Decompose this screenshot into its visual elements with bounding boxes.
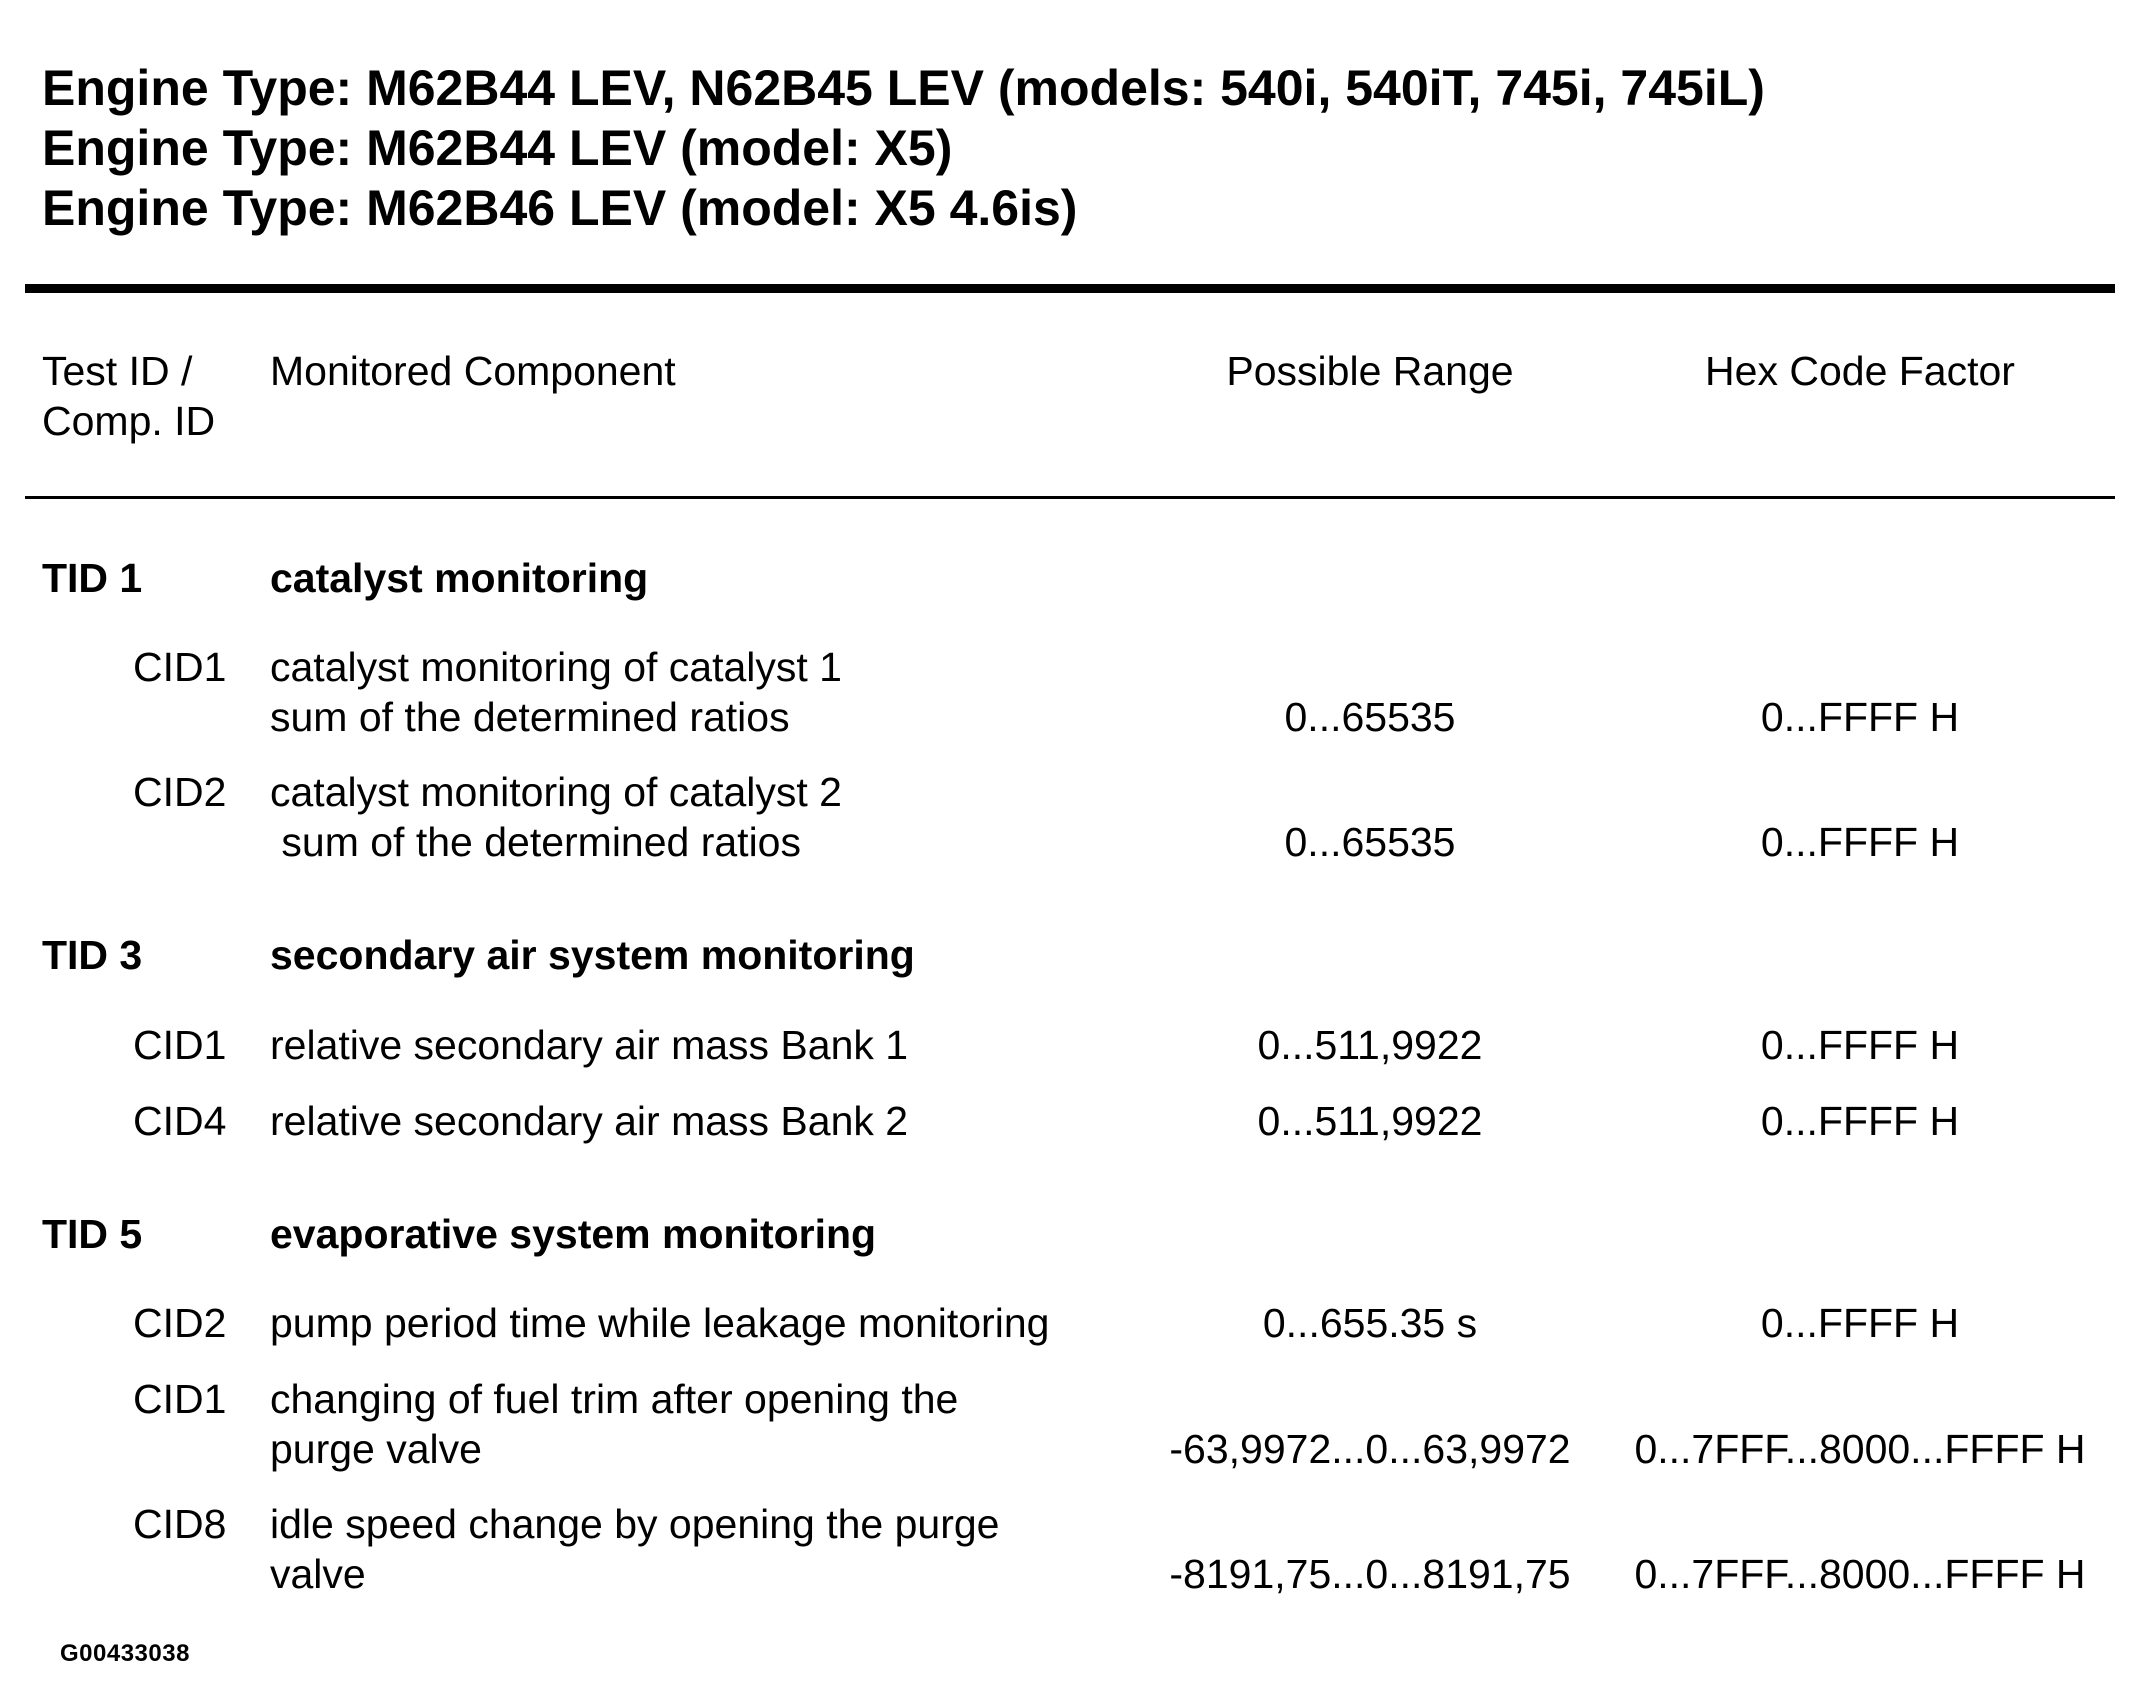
cid-label: CID1 [133, 644, 227, 690]
header-possible-range: Possible Range [1226, 348, 1514, 394]
tid-label: TID 3 [42, 932, 143, 978]
header-divider [25, 496, 2115, 499]
engine-type-title-2: Engine Type: M62B44 LEV (model: X5) [42, 120, 953, 176]
cid-label: CID2 [133, 1300, 227, 1346]
component-line: catalyst monitoring of catalyst 1 [270, 644, 842, 690]
range-value: 0...511,9922 [1257, 1022, 1483, 1068]
component-line: sum of the determined ratios [270, 819, 801, 865]
hex-value: 0...FFFF H [1760, 694, 1960, 740]
hex-value: 0...FFFF H [1760, 1022, 1960, 1068]
hex-value: 0...7FFF...8000...FFFF H [1634, 1551, 2086, 1597]
component-line: pump period time while leakage monitoring [270, 1300, 1050, 1346]
component-line: relative secondary air mass Bank 1 [270, 1022, 909, 1068]
figure-code: G00433038 [60, 1640, 190, 1667]
tid-title: secondary air system monitoring [270, 932, 915, 978]
range-value: 0...511,9922 [1257, 1098, 1483, 1144]
component-line: changing of fuel trim after opening the [270, 1376, 959, 1422]
component-line: relative secondary air mass Bank 2 [270, 1098, 909, 1144]
hex-value: 0...FFFF H [1760, 819, 1960, 865]
tid-label: TID 1 [42, 555, 143, 601]
header-test-id-line2: Comp. ID [42, 398, 216, 444]
cid-label: CID2 [133, 769, 227, 815]
range-value: -63,9972...0...63,9972 [1169, 1426, 1571, 1472]
hex-value: 0...FFFF H [1760, 1300, 1960, 1346]
hex-value: 0...FFFF H [1760, 1098, 1960, 1144]
header-hex-code-factor: Hex Code Factor [1705, 348, 2015, 394]
engine-type-titles [42, 58, 1765, 238]
component-line: catalyst monitoring of catalyst 2 [270, 769, 842, 815]
component-line: valve [270, 1551, 366, 1597]
tid-title: evaporative system monitoring [270, 1211, 877, 1257]
cid-label: CID8 [133, 1501, 227, 1547]
range-value: 0...65535 [1284, 694, 1456, 740]
tid-label: TID 5 [42, 1211, 143, 1257]
cid-label: CID1 [133, 1022, 227, 1068]
top-divider [25, 284, 2115, 293]
range-value: 0...65535 [1284, 819, 1456, 865]
component-line: idle speed change by opening the purge [270, 1501, 1000, 1547]
range-value: 0...655.35 s [1262, 1300, 1478, 1346]
header-test-id-line1: Test ID / [42, 348, 193, 394]
engine-type-title-1: Engine Type: M62B44 LEV, N62B45 LEV (models: 540i, 540iT, 745i, 745iL) [42, 60, 1765, 116]
cid-label: CID4 [133, 1098, 227, 1144]
range-value: -8191,75...0...8191,75 [1169, 1551, 1571, 1597]
tid-title: catalyst monitoring [270, 555, 649, 601]
component-line: sum of the determined ratios [270, 694, 790, 740]
engine-type-title-3: Engine Type: M62B46 LEV (model: X5 4.6is) [42, 180, 1078, 236]
hex-value: 0...7FFF...8000...FFFF H [1634, 1426, 2086, 1472]
component-line: purge valve [270, 1426, 482, 1472]
header-monitored-component: Monitored Component [270, 348, 676, 394]
cid-label: CID1 [133, 1376, 227, 1422]
